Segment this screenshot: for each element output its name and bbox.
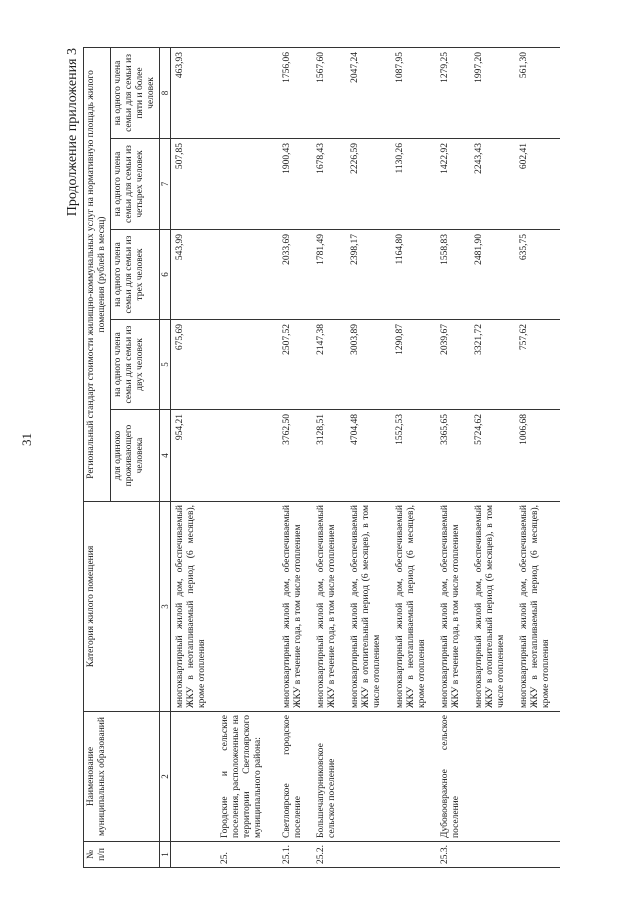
header-family-of-five: на одного члена семьи для семьи из пяти и более человек [111, 47, 160, 138]
value-family-of-three: 2398,17 [346, 230, 391, 320]
value-single: 5724,62 [470, 410, 515, 502]
municipality-name: Городские и сельские поселения, расположенные на территории Светлоярского муниципального района: [216, 712, 278, 842]
housing-category: многоквартирный жилой дом, обеспечиваемый ЖКУ в течение года, в том числе отоплением [312, 502, 346, 712]
value-family-of-four: 1678,43 [312, 139, 346, 230]
page-number: 31 [19, 433, 34, 446]
value-family-of-three: 635,75 [515, 230, 560, 320]
housing-category: многоквартирный жилой дом, обеспечиваемый ЖКУ в отопительный период (6 месяцев), в том числе отоплением [346, 502, 391, 712]
table-row [312, 47, 346, 867]
value-family-of-four: 602,41 [515, 139, 560, 230]
row-number: 25.2. [312, 842, 346, 868]
column-number: 6 [160, 230, 171, 320]
header-no: № п/п [84, 842, 160, 868]
header-family-of-two: на одного члена семьи для семьи из двух человек [111, 320, 160, 410]
value-family-of-five: 1756,06 [278, 47, 312, 138]
value-single [216, 410, 278, 502]
value-family-of-two [216, 320, 278, 410]
header-category: Категория жилого помещения [84, 502, 160, 712]
value-family-of-five: 1087,95 [391, 47, 436, 138]
header-municipality: Наименование муниципальных образований [84, 712, 160, 842]
annex-title: Продолжение приложения 3 [65, 48, 80, 217]
municipality-name [171, 712, 217, 842]
value-family-of-three: 1781,49 [312, 230, 346, 320]
value-family-of-five: 2047,24 [346, 47, 391, 138]
value-family-of-three: 1164,80 [391, 230, 436, 320]
housing-category: многоквартирный жилой дом, обеспечиваемый ЖКУ в течение года, в том числе отоплением [278, 502, 312, 712]
municipality-name: Большечапурниковское сельское поселение [312, 712, 346, 842]
column-number: 8 [160, 47, 171, 138]
value-family-of-four: 1422,92 [436, 139, 470, 230]
header-family-of-three: на одного члена семьи для семьи из трех человек [111, 230, 160, 320]
value-family-of-two: 3003,89 [346, 320, 391, 410]
table-row [171, 47, 217, 867]
value-family-of-two: 757,62 [515, 320, 560, 410]
value-single: 3128,51 [312, 410, 346, 502]
table-row [515, 47, 560, 867]
rotated-page-content [65, 48, 620, 868]
value-family-of-five: 1997,20 [470, 47, 515, 138]
table-row [391, 47, 436, 867]
value-family-of-four: 1900,43 [278, 139, 312, 230]
column-number: 7 [160, 139, 171, 230]
housing-category [216, 502, 278, 712]
table-row [436, 47, 470, 867]
value-family-of-two: 1290,87 [391, 320, 436, 410]
row-number [391, 842, 436, 868]
column-number: 4 [160, 410, 171, 502]
value-family-of-three [216, 230, 278, 320]
column-number: 2 [160, 712, 171, 842]
value-family-of-three: 2033,69 [278, 230, 312, 320]
value-family-of-three: 2481,90 [470, 230, 515, 320]
value-family-of-five: 1279,25 [436, 47, 470, 138]
value-family-of-four: 507,85 [171, 139, 217, 230]
value-family-of-two: 3321,72 [470, 320, 515, 410]
value-family-of-three: 1558,83 [436, 230, 470, 320]
row-number: 25. [216, 842, 278, 868]
row-number [346, 842, 391, 868]
value-single: 1552,53 [391, 410, 436, 502]
housing-category: многоквартирный жилой дом, обеспечиваемый ЖКУ в неотапливаемый период (6 месяцев), кроме отопления [515, 502, 560, 712]
value-family-of-four [216, 139, 278, 230]
column-number: 1 [160, 842, 171, 868]
value-single: 1006,68 [515, 410, 560, 502]
value-family-of-three: 543,99 [171, 230, 217, 320]
value-single: 4704,48 [346, 410, 391, 502]
housing-standard-table [83, 47, 560, 868]
value-family-of-five [216, 47, 278, 138]
row-number [171, 842, 217, 868]
header-family-of-four: на одного члена семьи для семьи из четырех человек [111, 139, 160, 230]
column-number: 3 [160, 502, 171, 712]
value-family-of-two: 675,69 [171, 320, 217, 410]
row-number [470, 842, 515, 868]
value-family-of-five: 463,93 [171, 47, 217, 138]
housing-category: многоквартирный жилой дом, обеспечиваемый ЖКУ в неотапливаемый период (6 месяцев), кроме отопления [391, 502, 436, 712]
value-family-of-five: 561,30 [515, 47, 560, 138]
value-family-of-two: 2039,67 [436, 320, 470, 410]
table-row [346, 47, 391, 867]
table-row [278, 47, 312, 867]
header-single: для одиноко проживающего человека [111, 410, 160, 502]
value-family-of-five: 1567,60 [312, 47, 346, 138]
value-family-of-four: 2226,59 [346, 139, 391, 230]
value-family-of-two: 2147,38 [312, 320, 346, 410]
value-family-of-four: 2243,43 [470, 139, 515, 230]
value-family-of-four: 1130,26 [391, 139, 436, 230]
header-row-1 [84, 47, 111, 867]
value-family-of-two: 2507,52 [278, 320, 312, 410]
housing-category: многоквартирный жилой дом, обеспечиваемый ЖКУ в течение года, в том числе отоплением [436, 502, 470, 712]
row-number: 25.3. [436, 842, 470, 868]
municipality-name: Дубовоовражное сельское поселение [436, 712, 470, 842]
municipality-name [470, 712, 515, 842]
municipality-name: Светлоярское городское поселение [278, 712, 312, 842]
municipality-name [515, 712, 560, 842]
municipality-name [346, 712, 391, 842]
table-row [216, 47, 278, 867]
row-number [515, 842, 560, 868]
header-standard: Региональный стандарт стоимости жилищно-коммунальных услуг на нормативную площадь жилого помещения (рублей в месяц) [84, 47, 111, 501]
value-single: 3365,65 [436, 410, 470, 502]
table-row [470, 47, 515, 867]
value-single: 954,21 [171, 410, 217, 502]
municipality-name [391, 712, 436, 842]
housing-category: многоквартирный жилой дом, обеспечиваемый ЖКУ в отопительный период (6 месяцев), в том числе отоплением [470, 502, 515, 712]
row-number: 25.1. [278, 842, 312, 868]
housing-category: многоквартирный жилой дом, обеспечиваемый ЖКУ в неотапливаемый период (6 месяцев), кроме отопления [171, 502, 217, 712]
value-single: 3762,50 [278, 410, 312, 502]
column-number-row [160, 47, 171, 867]
column-number: 5 [160, 320, 171, 410]
